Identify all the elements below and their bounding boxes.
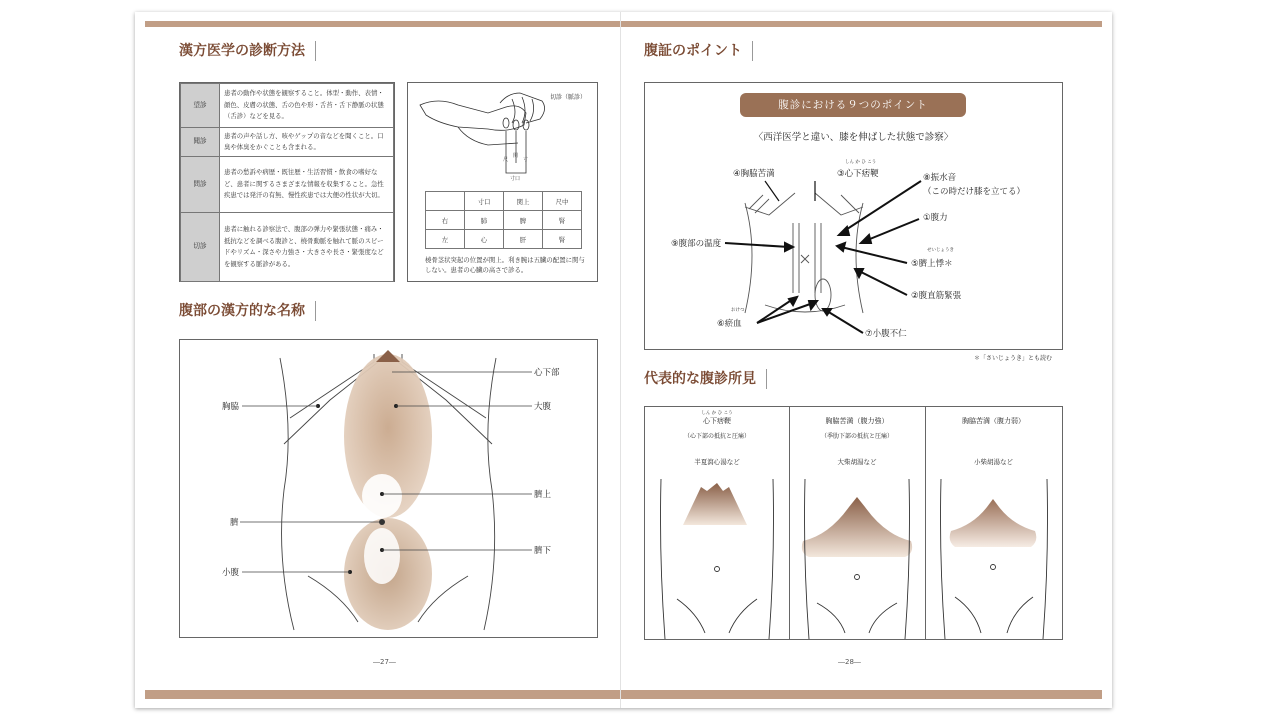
hand-label: 関	[513, 153, 519, 159]
finding-title: 胸脇苦満（腹力強）	[825, 417, 889, 425]
points-heading: 腹証のポイント	[644, 40, 753, 61]
nine-points-diagram	[644, 82, 1063, 350]
points-footnote: ＊「さいじょうき」とも読む	[974, 355, 1053, 362]
finding-cell	[789, 407, 926, 639]
finding-title: 心下痞鞕	[703, 417, 731, 425]
nine-points-svg	[645, 83, 1062, 349]
label-saika: 臍下	[534, 546, 552, 556]
point-6-label: ⑥瘀血	[717, 319, 742, 329]
pulse-header	[426, 192, 465, 211]
book-spread	[135, 12, 1112, 708]
method-text: 患者の声や話し方、咳やゲップの音などを聞くこと。口臭や体臭をかぐことも含まれる。	[220, 128, 394, 157]
pulse-cell: 右	[426, 211, 465, 230]
pulse-header: 尺中	[543, 192, 582, 211]
point-8-note: （この時だけ膝を立てる）	[923, 187, 1026, 197]
names-heading: 腹部の漢方的な名称	[179, 300, 316, 321]
pulse-cell: 肝	[504, 230, 543, 249]
point-4-label: ④胸脇苦満	[733, 169, 775, 179]
finding-sub: （心下部の抵抗と圧痛）	[683, 433, 750, 440]
pulse-header: 寸口	[465, 192, 504, 211]
finding-abdomen-svg	[925, 407, 1062, 639]
point-1-label: ①腹力	[923, 213, 948, 223]
pulse-caption: 切診（脈診）	[550, 94, 587, 101]
findings-panel	[644, 406, 1063, 640]
point-7-label: ⑦小腹不仁	[865, 329, 907, 339]
point-3-label: ③心下痞鞕	[837, 169, 879, 179]
finding-formula: 半夏瀉心湯など	[694, 458, 740, 466]
finding-sub: （季肋下部の抵抗と圧痛）	[820, 433, 893, 440]
pulse-cell: 脾	[504, 211, 543, 230]
point-9-label: ⑨腹部の温度	[671, 239, 722, 249]
label-sai: 臍	[230, 518, 239, 528]
method-text: 患者に触れる診察法で、腹部の弾力や緊張状態・痛み・抵抗などを調べる腹診と、橈骨動脈を触れて脈のスピードやリズム・深さや力強さ・大きさや長さ・緊張度などを観察する脈診がある。	[220, 213, 394, 282]
abdomen-region-diagram	[179, 339, 598, 638]
point-6-ruby: おけつ	[731, 308, 745, 313]
label-shinkabu: 心下部	[534, 368, 560, 378]
pulse-position-table	[425, 191, 582, 249]
findings-heading: 代表的な腹診所見	[644, 368, 767, 389]
finding-cell	[925, 407, 1062, 639]
diagnosis-methods-table	[179, 82, 395, 282]
wrist-pulse-illustration	[408, 83, 597, 183]
hand-label: 尺	[503, 157, 509, 163]
finding-abdomen-svg	[789, 407, 925, 639]
finding-cell	[645, 407, 790, 639]
nine-points-subtitle: 〈西洋医学と違い、膝を伸ばした状態で診察〉	[753, 132, 954, 143]
pulse-cell: 左	[426, 230, 465, 249]
pulse-header: 関上	[504, 192, 543, 211]
method-text: 患者の動作や状態を観察すること。体型・動作、表情・顔色、皮膚の状態、舌の色や形・舌苔・舌下静脈の状態（舌診）などを見る。	[220, 84, 394, 128]
method-key: 望診	[181, 84, 220, 128]
pulse-cell: 腎	[543, 230, 582, 249]
nine-points-pill: 腹診における９つのポイント	[740, 93, 966, 117]
methods-heading: 漢方医学の診断方法	[179, 40, 316, 61]
page-number-right: ―28―	[838, 658, 861, 666]
label-saijo: 臍上	[534, 490, 552, 500]
bottom-accent-band	[145, 690, 1102, 699]
hand-label: 寸	[523, 157, 529, 163]
pulse-note: 橈骨茎状突起の位置が関上。利き腕は五臓の配置に関与しない。患者の心臓の高さで診る。	[425, 256, 585, 274]
top-accent-band	[145, 21, 1102, 27]
point-3-ruby: しん か ひ こう	[845, 160, 877, 165]
finding-formula: 小柴胡湯など	[974, 458, 1013, 466]
point-8-label: ⑧振水音	[923, 173, 957, 183]
page-gutter	[620, 12, 621, 708]
method-key: 聞診	[181, 128, 220, 157]
point-2-label: ②腹直筋緊張	[911, 291, 962, 301]
finding-title: 胸脇苦満（腹力弱）	[962, 417, 1025, 425]
hand-label: 寸口	[510, 176, 521, 182]
method-key: 切診	[181, 213, 220, 282]
method-text: 患者の愁訴や病歴・既往歴・生活習慣・飲食の嗜好など、患者に関するさまざまな情報を収集すること。急性疾患では発汗の有無、慢性疾患では大便の性状が大切。	[220, 157, 394, 213]
pulse-cell: 心	[465, 230, 504, 249]
finding-ruby: しん か ひ こう	[701, 411, 733, 416]
point-5-label: ⑤臍上悸＊	[911, 259, 953, 269]
method-key: 問診	[181, 157, 220, 213]
finding-abdomen-svg	[645, 407, 789, 639]
pulse-cell: 肺	[465, 211, 504, 230]
point-5-ruby: せいじょうき	[927, 248, 954, 253]
page-number-left: ―27―	[373, 658, 396, 666]
finding-formula: 大柴胡湯など	[837, 458, 877, 466]
label-shofuku: 小腹	[222, 568, 240, 578]
label-daifuku: 大腹	[534, 402, 552, 412]
pulse-cell: 腎	[543, 211, 582, 230]
pulse-diagnosis-box	[407, 82, 598, 282]
label-kyokyo: 胸脇	[222, 402, 240, 412]
